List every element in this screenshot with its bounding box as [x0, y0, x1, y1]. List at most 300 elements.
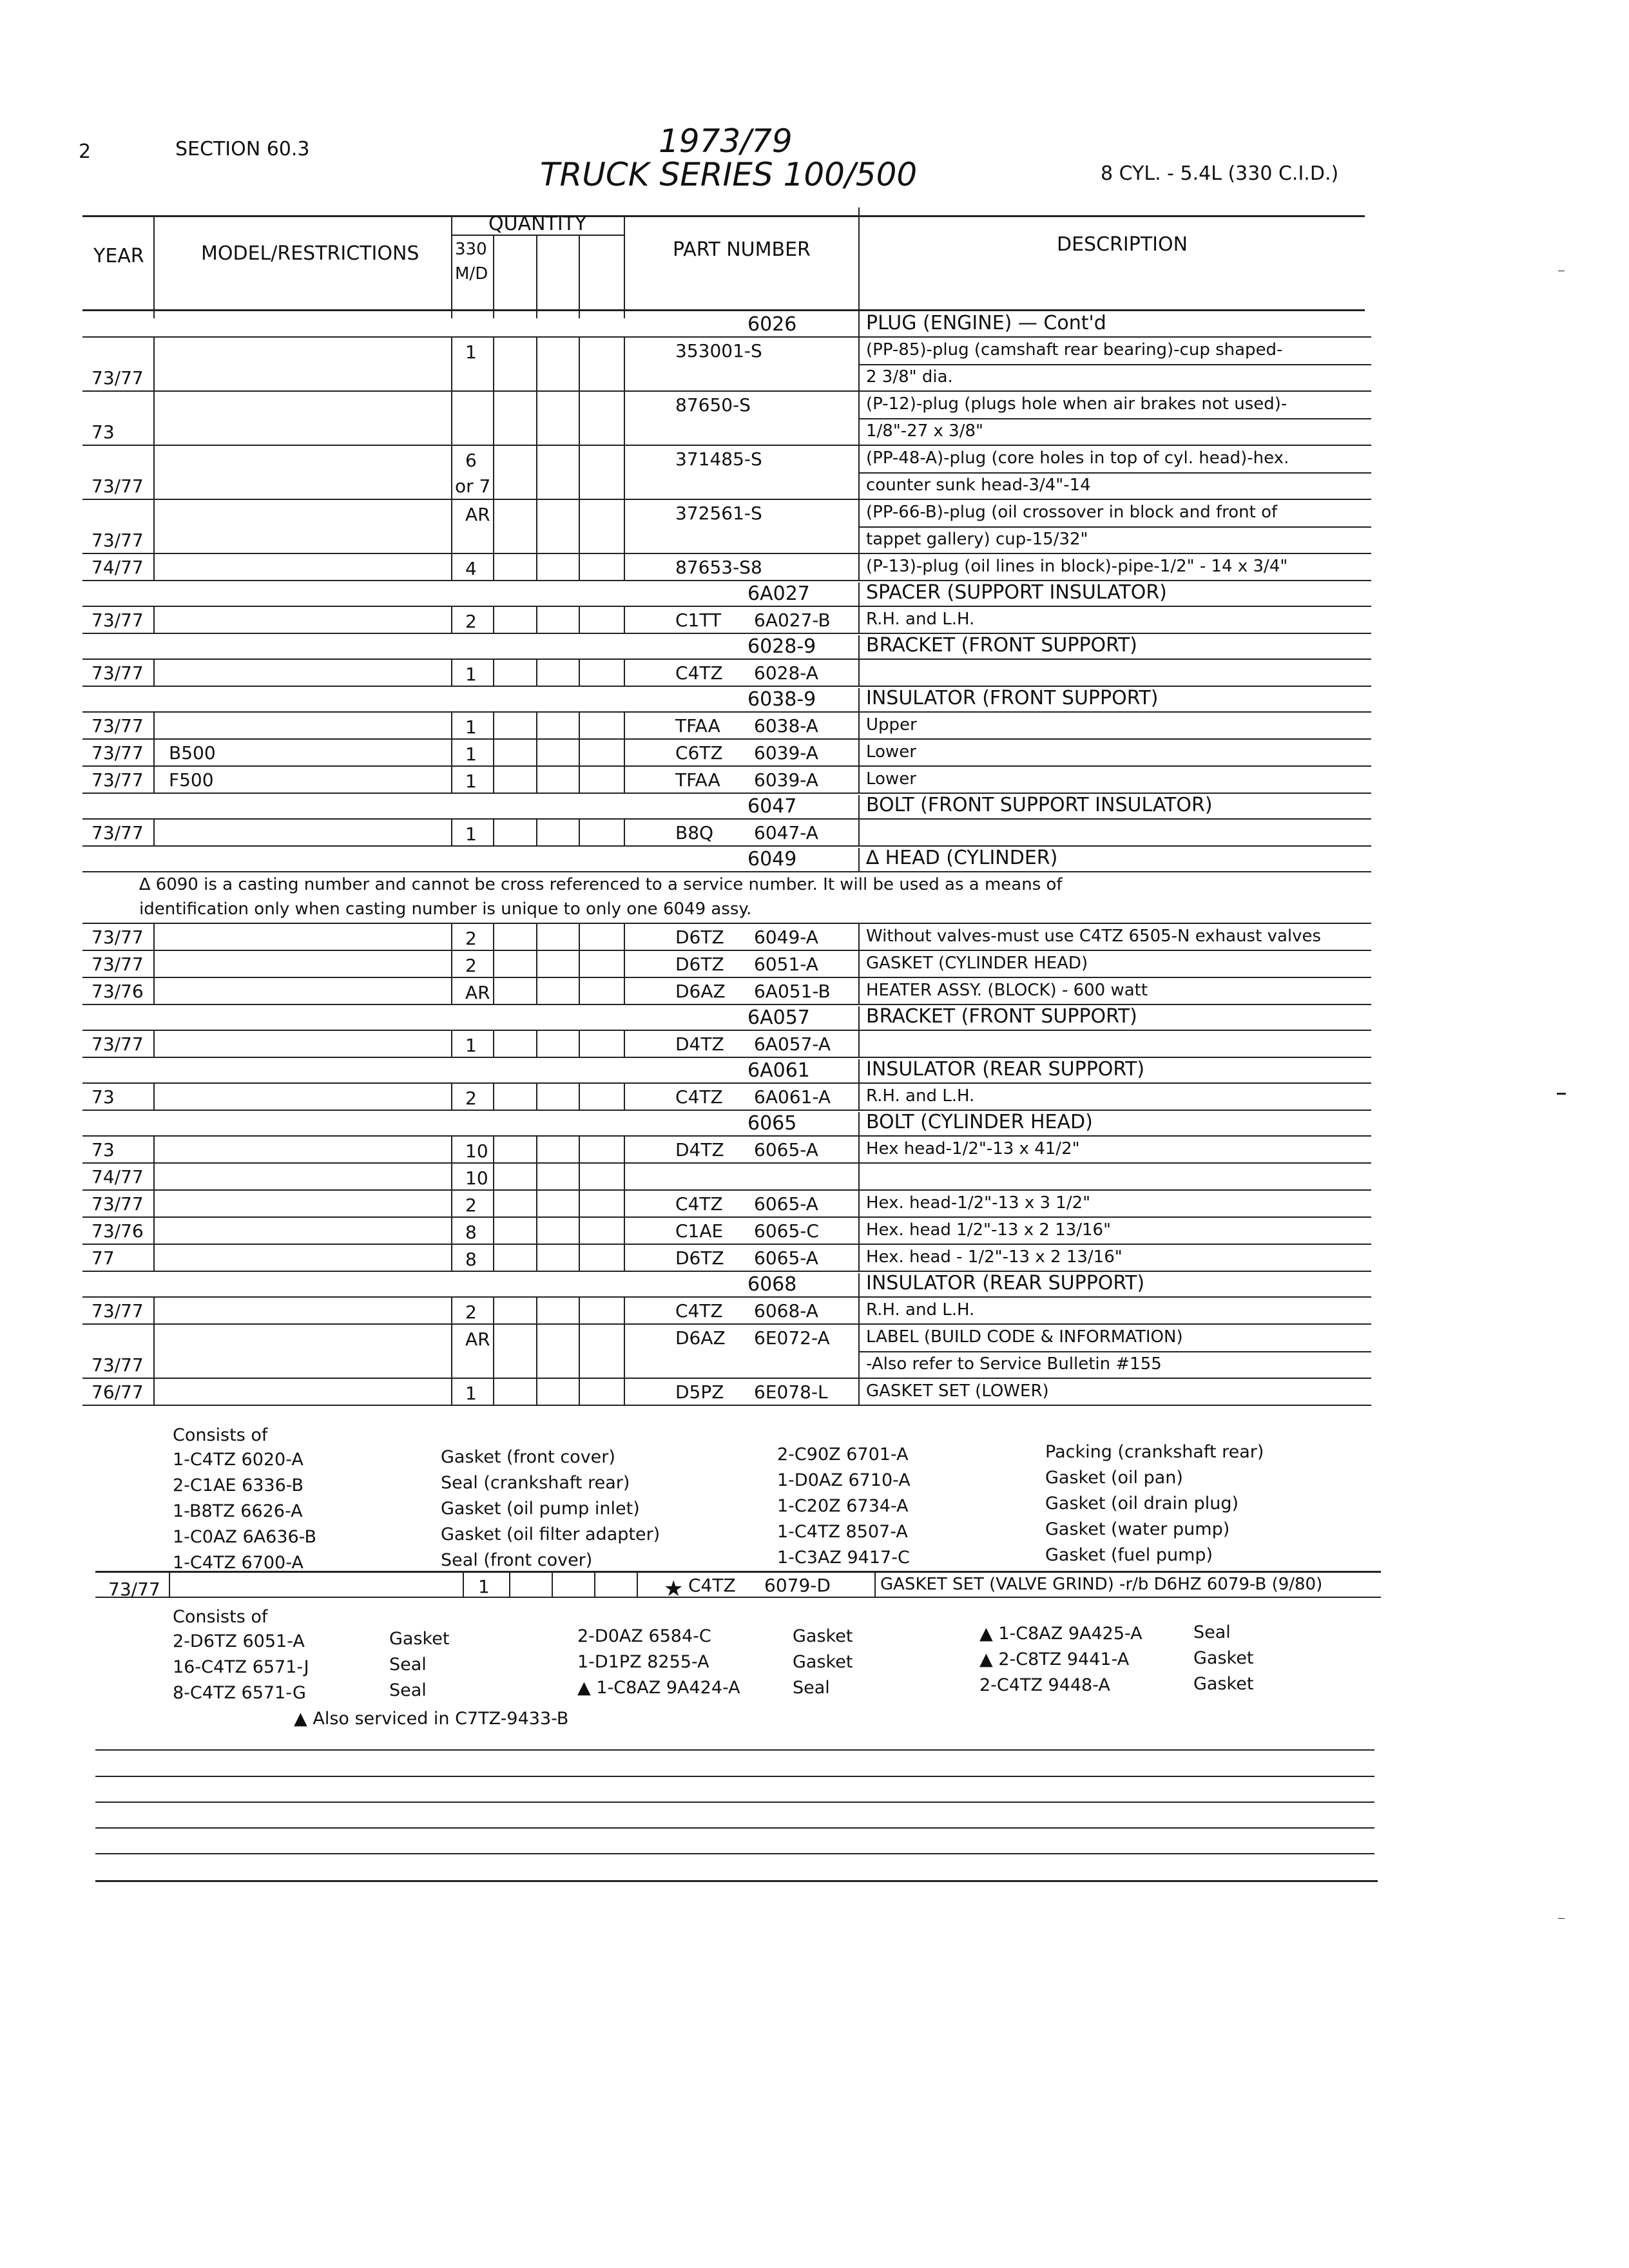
part-number-cell: 87650-S — [675, 394, 751, 416]
kit-part-description: Gasket (fuel pump) — [1045, 1545, 1213, 1565]
description-cell: Hex. head 1/2"-13 x 2 13/16" — [866, 1220, 1112, 1240]
column-rule — [493, 820, 494, 847]
kit-part-description: Gasket (front cover) — [441, 1447, 615, 1467]
description-cell: Hex. head - 1/2"-13 x 2 13/16" — [866, 1247, 1123, 1267]
kit-part-description: Gasket (oil pan) — [1045, 1468, 1183, 1488]
quantity-cell: 1 — [465, 664, 477, 685]
column-rule — [451, 978, 452, 1005]
column-rule — [493, 1298, 494, 1325]
kit-part-description: Gasket (oil drain plug) — [1045, 1494, 1239, 1514]
column-rule — [153, 767, 155, 794]
quantity-cell: 2 — [465, 611, 477, 632]
quantity-cell: 10 — [465, 1140, 488, 1162]
column-rule — [858, 635, 860, 660]
page-number: 2 — [79, 140, 92, 163]
column-rule — [858, 313, 860, 338]
quantity-cell: 8 — [465, 1249, 477, 1270]
part-number-cell: 6E078-L — [754, 1381, 828, 1403]
row-rule — [82, 445, 1371, 446]
column-rule — [624, 951, 625, 978]
year-cell: 73/77 — [92, 742, 144, 764]
part-prefix-cell: C6TZ — [675, 742, 723, 764]
row-rule — [82, 1378, 1371, 1379]
part-number-cell: 6068-A — [754, 1300, 818, 1321]
column-rule — [536, 820, 537, 847]
kit-part-number: 1-C4TZ 6700-A — [173, 1553, 304, 1573]
year-cell: 73/76 — [92, 1220, 144, 1242]
row-rule — [82, 1405, 1371, 1406]
description-cell: (P-13)-plug (oil lines in block)-pipe-1/2" - 14 x 3/4" — [866, 557, 1288, 576]
group-base-number: 6A027 — [747, 582, 810, 605]
row-rule — [82, 711, 1371, 713]
column-rule — [536, 338, 537, 392]
column-rule — [153, 392, 155, 446]
part-number-cell: 6049-A — [754, 927, 818, 948]
part-prefix-cell: D4TZ — [675, 1139, 724, 1160]
kit-part-description: Gasket — [1193, 1674, 1254, 1694]
column-rule — [536, 1191, 537, 1218]
year-cell: 73/77 — [92, 367, 144, 389]
column-rule — [579, 392, 580, 446]
part-prefix-cell: D6TZ — [675, 954, 724, 975]
column-rule — [624, 1379, 625, 1406]
page-series-title: TRUCK SERIES 100/500 — [540, 156, 918, 193]
column-rule — [624, 500, 625, 554]
part-number-cell: 6047-A — [754, 822, 818, 843]
description-header: DESCRIPTION — [1057, 233, 1188, 256]
column-rule — [579, 1245, 580, 1272]
part-prefix-cell: D6TZ — [675, 927, 724, 948]
row-rule — [858, 472, 1371, 474]
column-rule — [624, 338, 625, 392]
column-rule — [579, 951, 580, 978]
column-rule — [451, 554, 452, 581]
column-rule — [153, 713, 155, 740]
column-rule — [536, 740, 537, 767]
kit-part-description: Seal (front cover) — [441, 1550, 593, 1570]
description-cell: R.H. and L.H. — [866, 1086, 975, 1106]
column-rule — [153, 660, 155, 687]
column-rule — [858, 713, 860, 740]
model-header: MODEL/RESTRICTIONS — [201, 242, 419, 265]
year-cell: 73/77 — [92, 1300, 144, 1321]
column-rule — [493, 338, 494, 392]
column-rule — [493, 500, 494, 554]
year-cell: 73/77 — [92, 1193, 144, 1215]
column-rule — [858, 820, 860, 847]
column-rule — [493, 1245, 494, 1272]
kit-part-number: 1-D0AZ 6710-A — [777, 1470, 911, 1490]
column-rule — [579, 1298, 580, 1325]
column-rule — [153, 1325, 155, 1379]
row-rule — [82, 1271, 1371, 1272]
part-number-cell: 6051-A — [754, 954, 818, 975]
column-rule — [536, 1164, 537, 1191]
group-title: BOLT (CYLINDER HEAD) — [866, 1111, 1093, 1133]
kit-part-description: Seal — [389, 1655, 427, 1675]
column-rule — [493, 1325, 494, 1379]
column-rule — [451, 500, 452, 554]
group-base-number: 6038-9 — [747, 688, 816, 711]
description-cell: GASKET (CYLINDER HEAD) — [866, 954, 1088, 973]
column-rule — [153, 1245, 155, 1272]
column-rule — [451, 1379, 452, 1406]
quantity-cell: 1 — [465, 341, 477, 363]
kit-part-number: ▲ 1-C8AZ 9A425-A — [979, 1624, 1142, 1644]
part-prefix-cell: D6AZ — [675, 981, 726, 1002]
kit-consists-label: Consists of — [173, 1425, 268, 1445]
column-rule — [858, 607, 860, 634]
column-rule — [858, 1112, 860, 1137]
column-rule — [579, 1084, 580, 1111]
description-cell-cont: -Also refer to Service Bulletin #155 — [866, 1354, 1162, 1374]
column-rule — [451, 392, 452, 446]
part-prefix-cell: C4TZ — [675, 662, 723, 684]
part-number-cell: 6E072-A — [754, 1327, 830, 1349]
row-rule — [82, 390, 1371, 392]
column-rule — [493, 1137, 494, 1164]
row-rule — [82, 499, 1371, 500]
row-rule — [82, 1216, 1371, 1218]
column-rule — [451, 338, 452, 392]
column-rule — [624, 1298, 625, 1325]
column-rule — [493, 713, 494, 740]
column-rule — [153, 1031, 155, 1058]
column-rule — [536, 1298, 537, 1325]
row-rule — [82, 977, 1371, 978]
column-rule — [451, 1325, 452, 1379]
column-rule — [493, 607, 494, 634]
column-rule — [858, 1059, 860, 1084]
year-cell: 73/77 — [92, 927, 144, 948]
column-rule — [153, 500, 155, 554]
year-cell: 73 — [92, 1086, 115, 1108]
quantity-cell: AR — [465, 1329, 490, 1350]
quantity-cell-alt: or 7 — [455, 476, 491, 497]
group-title: INSULATOR (REAR SUPPORT) — [866, 1058, 1145, 1081]
column-rule — [579, 713, 580, 740]
group-title: BRACKET (FRONT SUPPORT) — [866, 1005, 1137, 1028]
row-rule — [82, 950, 1371, 951]
kit-consists-label: Consists of — [173, 1607, 268, 1627]
column-rule — [858, 740, 860, 767]
description-cell: R.H. and L.H. — [866, 610, 975, 629]
row-rule — [82, 1162, 1371, 1164]
kit-part-description: Gasket — [389, 1629, 450, 1649]
part-prefix-cell: C4TZ — [675, 1193, 723, 1215]
kit-part-number: 16-C4TZ 6571-J — [173, 1657, 309, 1677]
column-rule — [579, 924, 580, 951]
column-rule — [493, 1191, 494, 1218]
column-rule — [624, 607, 625, 634]
kit-part-description: Packing (crankshaft rear) — [1045, 1442, 1264, 1462]
part-number-cell: 6028-A — [754, 662, 818, 684]
kit-part-number: 1-B8TZ 6626-A — [173, 1501, 303, 1521]
column-rule — [451, 1191, 452, 1218]
column-rule — [451, 1084, 452, 1111]
row-rule — [858, 364, 1371, 365]
group-title: BRACKET (FRONT SUPPORT) — [866, 634, 1137, 657]
column-rule — [536, 1325, 537, 1379]
group-base-number: 6028-9 — [747, 635, 816, 658]
kit-part-number: 2-C1AE 6336-B — [173, 1475, 304, 1495]
year-cell: 73/77 — [92, 1354, 144, 1376]
column-rule — [153, 978, 155, 1005]
column-rule — [858, 1164, 860, 1191]
margin-mark — [1557, 1093, 1566, 1095]
column-rule — [579, 1218, 580, 1245]
kit-footnote: ▲ Also serviced in C7TZ-9433-B — [294, 1709, 569, 1729]
kit-part-description: Gasket — [793, 1626, 853, 1646]
column-rule — [451, 924, 452, 951]
part-number-cell: 372561-S — [675, 503, 762, 524]
column-rule — [624, 446, 625, 500]
column-rule — [536, 554, 537, 581]
column-rule — [624, 1191, 625, 1218]
year-cell: 73/77 — [92, 822, 144, 843]
kit-part-description: Gasket (oil pump inlet) — [441, 1499, 640, 1519]
column-rule — [858, 660, 860, 687]
column-rule — [493, 951, 494, 978]
row-rule — [82, 686, 1371, 687]
column-rule — [579, 1164, 580, 1191]
column-rule — [579, 978, 580, 1005]
note-line: ∆ 6090 is a casting number and cannot be cross referenced to a service number. It will be used as a means of — [139, 875, 1063, 894]
quantity-cell: 2 — [465, 955, 477, 976]
kit-part-description: Seal — [793, 1678, 830, 1698]
year-cell: 73/77 — [92, 769, 144, 791]
column-rule — [579, 500, 580, 554]
column-rule — [624, 1164, 625, 1191]
kit-part-number: 2-C90Z 6701-A — [777, 1445, 909, 1465]
column-rule — [536, 924, 537, 951]
column-rule — [536, 951, 537, 978]
group-base-number: 6049 — [747, 848, 797, 870]
year-cell: 73/77 — [92, 610, 144, 631]
part-prefix-cell: C4TZ — [688, 1575, 736, 1596]
part-prefix-cell: D6AZ — [675, 1327, 726, 1349]
column-rule — [153, 740, 155, 767]
column-rule — [536, 1245, 537, 1272]
column-rule — [536, 767, 537, 794]
kit-part-number: 1-C3AZ 9417-C — [777, 1548, 910, 1568]
column-rule — [579, 820, 580, 847]
description-cell-cont: tappet gallery) cup-15/32" — [866, 530, 1088, 549]
column-rule — [451, 951, 452, 978]
year-cell: 73/77 — [92, 715, 144, 736]
column-rule — [536, 660, 537, 687]
column-rule — [153, 446, 155, 500]
note-line: identification only when casting number is unique to only one 6049 assy. — [139, 899, 752, 919]
column-rule — [858, 1273, 860, 1298]
quantity-cell: 1 — [478, 1576, 490, 1597]
row-rule — [858, 1351, 1371, 1352]
column-rule — [536, 446, 537, 500]
group-base-number: 6047 — [747, 795, 797, 818]
part-number-cell: 6038-A — [754, 715, 818, 736]
description-cell-cont: 1/8"-27 x 3/8" — [866, 421, 983, 441]
row-rule — [82, 336, 1371, 338]
column-rule — [153, 1298, 155, 1325]
row-rule — [82, 1296, 1371, 1298]
group-base-number: 6A057 — [747, 1006, 810, 1029]
kit-part-number: 1-C4TZ 6020-A — [173, 1450, 304, 1470]
kit-part-description: Seal — [389, 1680, 427, 1700]
column-rule — [451, 740, 452, 767]
quantity-cell: 6 — [465, 450, 477, 471]
column-rule — [493, 1084, 494, 1111]
column-rule — [493, 978, 494, 1005]
year-cell: 77 — [92, 1247, 115, 1269]
description-cell: GASKET SET (LOWER) — [866, 1381, 1049, 1401]
column-rule — [858, 1137, 860, 1164]
description-cell-cont: counter sunk head-3/4"-14 — [866, 476, 1091, 495]
description-cell-cont: 2 3/8" dia. — [866, 367, 953, 387]
column-rule — [579, 607, 580, 634]
column-rule — [493, 1031, 494, 1058]
part-number-cell: 6039-A — [754, 769, 818, 791]
year-cell: 76/77 — [92, 1381, 144, 1403]
column-rule — [493, 660, 494, 687]
kit-part-description: Gasket — [1193, 1648, 1254, 1668]
row-rule — [82, 1030, 1371, 1031]
kit-part-description: Gasket (oil filter adapter) — [441, 1524, 660, 1544]
kit-part-number: 2-D0AZ 6584-C — [577, 1626, 711, 1646]
column-rule — [624, 392, 625, 446]
part-prefix-cell: C1AE — [675, 1220, 724, 1242]
section-label: SECTION 60.3 — [175, 138, 310, 160]
column-rule — [536, 1084, 537, 1111]
group-base-number: 6068 — [747, 1273, 797, 1296]
column-rule — [858, 1084, 860, 1111]
row-rule — [858, 418, 1371, 419]
part-prefix-cell: C1TT — [675, 610, 722, 631]
column-rule — [451, 1164, 452, 1191]
group-title: INSULATOR (REAR SUPPORT) — [866, 1272, 1145, 1294]
column-rule — [451, 1218, 452, 1245]
description-cell: LABEL (BUILD CODE & INFORMATION) — [866, 1327, 1183, 1347]
row-rule — [82, 553, 1371, 554]
column-rule — [858, 978, 860, 1005]
kit-part-number: ▲ 2-C8TZ 9441-A — [979, 1649, 1130, 1669]
column-rule — [536, 978, 537, 1005]
kit-part-number: 2-C4TZ 9448-A — [979, 1675, 1110, 1695]
column-rule — [451, 820, 452, 847]
column-rule — [153, 1084, 155, 1111]
row-rule — [82, 1323, 1371, 1325]
column-rule — [493, 554, 494, 581]
year-cell: 73 — [92, 421, 115, 443]
qty-col1-header-line1: 330 — [455, 240, 487, 259]
quantity-cell: 1 — [465, 771, 477, 792]
column-rule — [858, 582, 860, 607]
quantity-header: QUANTITY — [488, 213, 587, 235]
column-rule — [153, 607, 155, 634]
column-rule — [579, 740, 580, 767]
part-number-cell: 353001-S — [675, 340, 762, 361]
part-number-cell: 6A057-A — [754, 1033, 831, 1055]
quantity-cell: AR — [465, 982, 490, 1003]
row-rule — [82, 580, 1371, 581]
year-cell: 73 — [92, 1139, 115, 1160]
group-base-number: 6026 — [747, 313, 797, 336]
column-rule — [579, 1191, 580, 1218]
column-rule — [536, 713, 537, 740]
year-cell: 73/77 — [92, 1033, 144, 1055]
row-rule — [82, 1057, 1371, 1058]
kit-part-description: Gasket — [793, 1652, 853, 1672]
column-rule — [579, 1325, 580, 1379]
description-cell: (PP-66-B)-plug (oil crossover in block and front of — [866, 503, 1278, 522]
part-number-cell: 6A027-B — [754, 610, 831, 631]
column-rule — [858, 1298, 860, 1325]
column-rule — [858, 795, 860, 820]
column-rule — [624, 767, 625, 794]
column-rule — [153, 1379, 155, 1406]
description-cell: (PP-48-A)-plug (core holes in top of cyl. head)-hex. — [866, 448, 1289, 468]
kit-part-number: 1-C4TZ 8507-A — [777, 1522, 908, 1542]
column-rule — [624, 820, 625, 847]
column-rule — [451, 1245, 452, 1272]
column-rule — [451, 1298, 452, 1325]
column-rule — [153, 338, 155, 392]
year-cell: 73/77 — [92, 662, 144, 684]
row-rule — [82, 1135, 1371, 1137]
column-rule — [451, 607, 452, 634]
part-number-cell: 87653-S8 — [675, 557, 762, 578]
column-rule — [579, 1031, 580, 1058]
part-number-cell: 6065-C — [754, 1220, 819, 1242]
column-rule — [493, 1379, 494, 1406]
column-rule — [579, 554, 580, 581]
column-rule — [536, 1031, 537, 1058]
year-cell: 73/77 — [92, 530, 144, 551]
column-rule — [624, 713, 625, 740]
column-rule — [536, 392, 537, 446]
quantity-cell: 2 — [465, 928, 477, 949]
kit-part-number: 2-D6TZ 6051-A — [173, 1631, 305, 1651]
kit-part-number: ▲ 1-C8AZ 9A424-A — [577, 1678, 740, 1698]
column-rule — [579, 1379, 580, 1406]
column-rule — [493, 392, 494, 446]
column-rule — [451, 767, 452, 794]
column-rule — [536, 500, 537, 554]
model-cell: B500 — [169, 742, 216, 764]
margin-mark — [1558, 1918, 1565, 1919]
row-rule — [858, 526, 1371, 528]
description-cell: HEATER ASSY. (BLOCK) - 600 watt — [866, 981, 1148, 1000]
row-rule — [82, 658, 1371, 660]
column-rule — [858, 924, 860, 951]
year-cell: 73/77 — [108, 1579, 160, 1600]
column-rule — [493, 924, 494, 951]
part-number-cell: 6A051-B — [754, 981, 831, 1002]
column-rule — [153, 1137, 155, 1164]
row-rule — [82, 738, 1371, 740]
part-number-cell: 6079-D — [764, 1575, 831, 1596]
row-rule — [82, 1110, 1371, 1111]
quantity-cell: 2 — [465, 1088, 477, 1109]
group-title: INSULATOR (FRONT SUPPORT) — [866, 687, 1159, 709]
row-rule — [82, 765, 1371, 767]
column-rule — [451, 1137, 452, 1164]
quantity-cell: 1 — [465, 744, 477, 765]
column-rule — [493, 740, 494, 767]
year-cell: 73/77 — [92, 954, 144, 975]
column-rule — [858, 951, 860, 978]
row-rule — [82, 1189, 1371, 1191]
column-rule — [624, 1084, 625, 1111]
